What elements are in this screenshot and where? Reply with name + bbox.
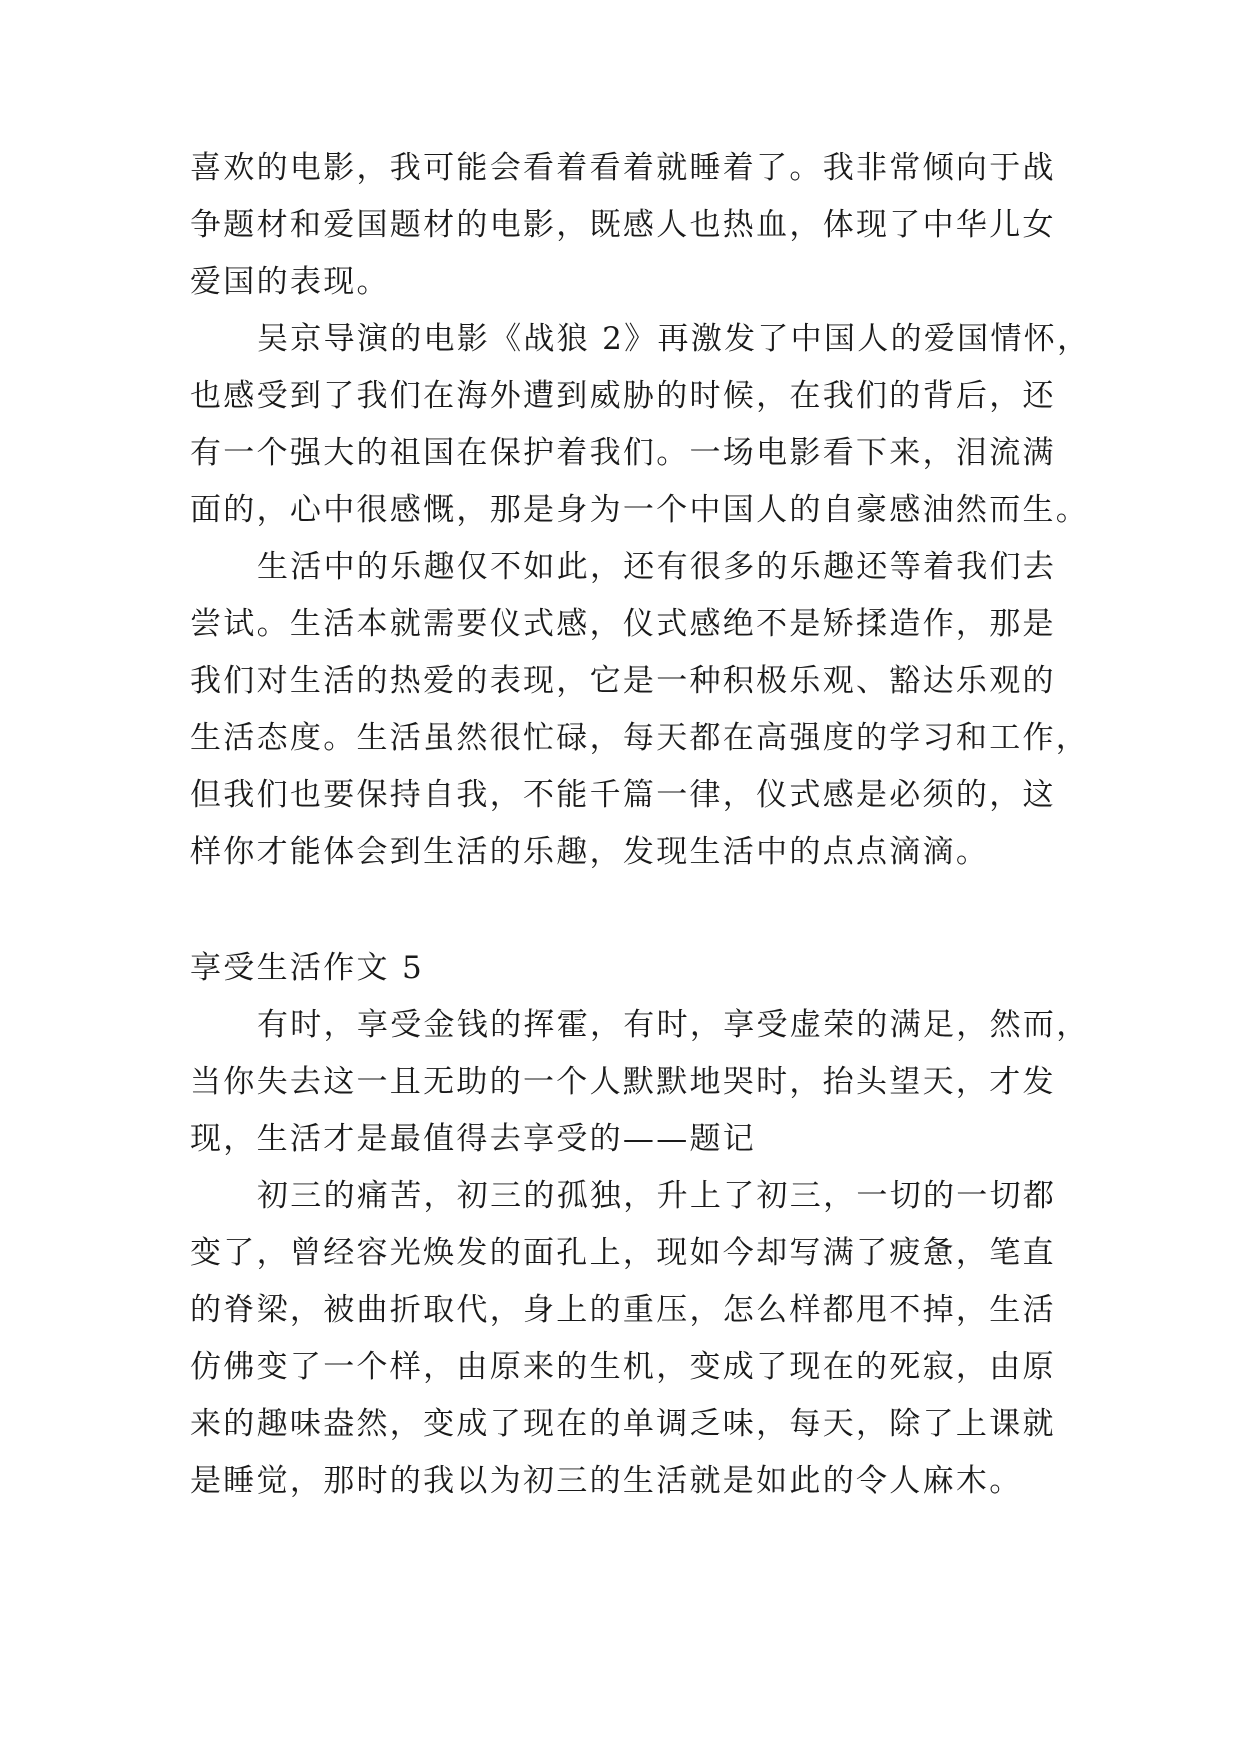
paragraph-line: 有时，享受金钱的挥霍，有时，享受虚荣的满足，然而， [257, 1007, 1090, 1043]
paragraph-line: 初三的痛苦，初三的孤独，升上了初三，一切的一切都 [257, 1178, 1057, 1214]
paragraph-line: 生活中的乐趣仅不如此，还有很多的乐趣还等着我们去 [257, 549, 1057, 585]
paragraph-line: 但我们也要保持自我，不能千篇一律，仪式感是必须的，这 [190, 777, 1056, 813]
paragraph-line: 的脊梁，被曲折取代，身上的重压，怎么样都甩不掉，生活 [190, 1292, 1056, 1328]
paragraph-line: 变了，曾经容光焕发的面孔上，现如今却写满了疲惫，笔直 [190, 1235, 1056, 1271]
paragraph-line: 尝试。生活本就需要仪式感，仪式感绝不是矫揉造作，那是 [190, 606, 1056, 642]
paragraph-line: 也感受到了我们在海外遭到威胁的时候，在我们的背后，还 [190, 378, 1056, 414]
paragraph-line: 争题材和爱国题材的电影，既感人也热血，体现了中华儿女 [190, 207, 1056, 243]
paragraph-line: 仿佛变了一个样，由原来的生机，变成了现在的死寂，由原 [190, 1349, 1056, 1385]
paragraph-line: 来的趣味盎然，变成了现在的单调乏味，每天，除了上课就 [190, 1406, 1056, 1442]
paragraph-line: 吴京导演的电影《战狼 2》再激发了中国人的爱国情怀， [257, 321, 1091, 357]
paragraph-line: 是睡觉，那时的我以为初三的生活就是如此的令人麻木。 [190, 1463, 1023, 1499]
paragraph-line: 生活态度。生活虽然很忙碌，每天都在高强度的学习和工作， [190, 720, 1090, 756]
paragraph-line: 样你才能体会到生活的乐趣，发现生活中的点点滴滴。 [190, 834, 990, 870]
paragraph-line: 爱国的表现。 [190, 264, 390, 300]
paragraph-line: 喜欢的电影，我可能会看着看着就睡着了。我非常倾向于战 [190, 150, 1056, 186]
section-heading: 享受生活作文 5 [190, 950, 424, 986]
paragraph-line: 当你失去这一且无助的一个人默默地哭时，抬头望天，才发 [190, 1064, 1056, 1100]
paragraph-line: 我们对生活的热爱的表现，它是一种积极乐观、豁达乐观的 [190, 663, 1056, 699]
paragraph-line: 有一个强大的祖国在保护着我们。一场电影看下来，泪流满 [190, 435, 1056, 471]
paragraph-line: 面的，心中很感慨，那是身为一个中国人的自豪感油然而生。 [190, 492, 1090, 528]
paragraph-line: 现，生活才是最值得去享受的——题记 [190, 1121, 757, 1157]
